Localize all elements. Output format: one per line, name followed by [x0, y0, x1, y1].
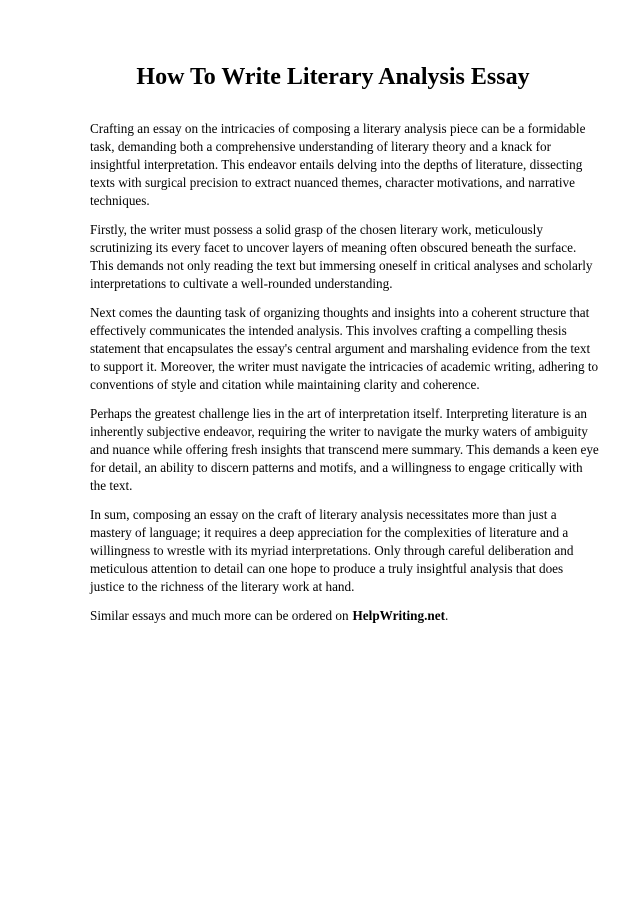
closing-line	[90, 607, 600, 625]
paragraph-3: Next comes the daunting task of organizing thoughts and insights into a coherent structure that effectively communicates the intended analysis. This involves crafting a compelling thesis statement that encapsulates the essay's central argument and marshaling evidence from the text to support it. Moreover, the writer must navigate the intricacies of academic writing, adhering to conventions of style and citation while maintaining clarity and coherence.	[90, 305, 599, 392]
helpwriting-link[interactable]: HelpWriting.net	[352, 608, 445, 624]
paragraph-1: Crafting an essay on the intricacies of composing a literary analysis piece can be a formidable task, demanding both a comprehensive understanding of literary theory and a knack for insightful interpretation. This endeavor entails delving into the depths of literature, dissecting texts with surgical precision to extract nuanced themes, character motivations, and narrative techniques.	[90, 121, 586, 208]
document-body	[90, 120, 600, 637]
closing-text: Similar essays and much more can be ordered on	[90, 608, 349, 624]
paragraph-2: Firstly, the writer must possess a solid grasp of the chosen literary work, meticulously scrutinizing its every facet to uncover layers of meaning often obscured beneath the surface. This demands not only reading the text but immersing oneself in critical analyses and scholarly interpretations to cultivate a well-rounded understanding.	[90, 222, 593, 291]
document-title: How To Write Literary Analysis Essay	[136, 64, 530, 90]
paragraph-4: Perhaps the greatest challenge lies in the art of interpretation itself. Interpreting literature is an inherently subjective endeavor, requiring the writer to navigate the murky waters of ambiguity and nuance while offering fresh insights that transcend mere summary. This demands a keen eye for detail, an ability to discern patterns and motifs, and a willingness to engage critically with the text.	[90, 406, 599, 493]
closing-period: .	[444, 608, 449, 624]
paragraph-5: In sum, composing an essay on the craft of literary analysis necessitates more than just a mastery of language; it requires a deep appreciation for the complexities of literature and a willingness to wrestle with its myriad interpretations. Only through careful deliberation and meticulous attention to detail can one hope to produce a truly insightful analysis that does justice to the richness of the literary work at hand.	[90, 507, 574, 594]
